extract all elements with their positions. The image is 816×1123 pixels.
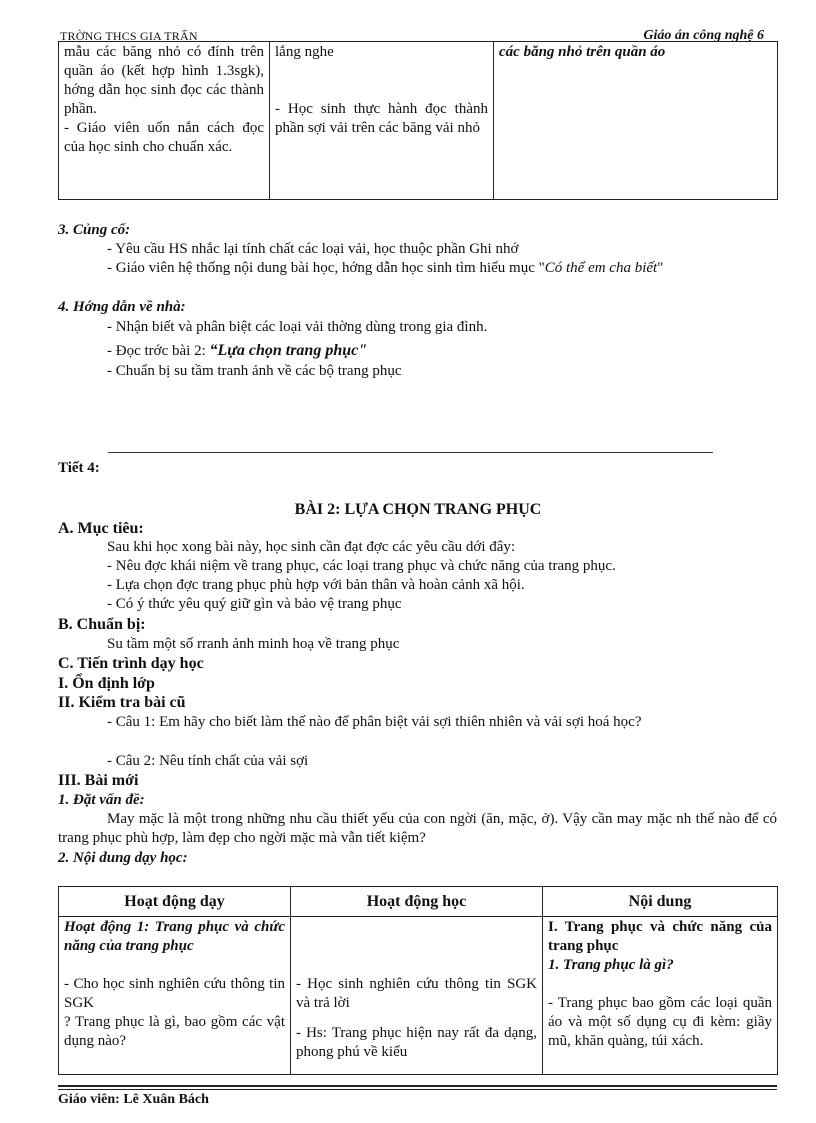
content-cell: các băng nhỏ trên quần áo <box>494 42 778 200</box>
student-activity-text: lắng nghe <box>275 44 334 60</box>
review-heading: 3. Củng cố: <box>58 222 131 238</box>
objectives-heading: A. Mục tiêu: <box>58 520 144 537</box>
lesson-activity-table <box>58 886 778 1075</box>
student-activity-text: - Học sinh thực hành đọc thành phần sợi vải trên các băng vải nhỏ <box>275 101 488 136</box>
procedure-heading: C. Tiến trình dạy học <box>58 655 204 672</box>
header-student-activity: Hoạt động học <box>291 887 543 917</box>
review-old-lesson-heading: II. Kiểm tra bài cũ <box>58 694 186 711</box>
student-activity-text: - Học sinh nghiên cứu thông tin SGK và trả lời <box>296 976 537 1011</box>
student-activity-text: - Hs: Trang phục hiện nay rất đa dạng, phong phú về kiểu <box>296 1025 537 1060</box>
homework-item: - Đọc trớc bài 2: “Lựa chọn trang phục" <box>107 342 368 359</box>
preparation-heading: B. Chuẩn bị: <box>58 616 146 633</box>
preparation-text: Su tầm một số rranh ảnh minh hoạ về trang phục <box>107 636 400 652</box>
school-name: TRỜNG THCS GIA TRẤN <box>60 29 198 43</box>
period-label: Tiết 4: <box>58 460 100 476</box>
content-section-title: I. Trang phục và chức năng của trang phục <box>548 919 772 954</box>
content-subtitle: 1. Trang phục là gì? <box>548 957 674 973</box>
content-text: - Trang phục bao gồm các loại quần áo và một số dụng cụ đi kèm: giầy mũ, khăn quàng, túi xách. <box>548 995 772 1049</box>
review-item: - Giáo viên hệ thống nội dung bài học, hớng dẫn học sinh tìm hiểu mục "Có thể em cha biết" <box>107 260 664 276</box>
problem-text: May mặc là một trong những nhu cầu thiết yếu của con ngời (ăn, mặc, ở). Vậy cần may mặc nh thế nào để có trang phục phù hợp, làm đẹp cho ngời mặc mà vẫn tiết kiệm? <box>58 811 777 846</box>
new-lesson-heading: III. Bài mới <box>58 772 139 789</box>
footer-rule <box>58 1085 777 1087</box>
header-content: Nội dung <box>543 887 778 917</box>
objectives-intro: Sau khi học xong bài này, học sinh cần đạt đợc các yêu cầu dới đây: <box>107 539 516 555</box>
question-1: - Câu 1: Em hãy cho biết làm thế nào để phân biệt vải sợi thiên nhiên và vải sợi hoá học? <box>107 714 642 730</box>
activity-title: Hoạt động 1: Trang phục và chức năng của trang phục <box>64 919 285 954</box>
lesson-title: BÀI 2: LỰA CHỌN TRANG PHỤC <box>294 501 542 518</box>
homework-heading: 4. Hớng dẫn về nhà: <box>58 299 186 315</box>
objective-item: - Nêu đợc khái niệm về trang phục, các loại trang phục và chức năng của trang phục. <box>107 558 616 574</box>
activity-table-continued <box>58 41 778 200</box>
homework-item: - Chuẩn bị su tầm tranh ảnh về các bộ trang phục <box>107 363 402 379</box>
content-heading: 2. Nội dung dạy học: <box>58 850 188 866</box>
student-activity-cell <box>291 917 543 1075</box>
teacher-name: Giáo viên: Lê Xuân Bách <box>58 1092 209 1107</box>
content-cell <box>543 917 778 1075</box>
student-activity-cell <box>270 42 494 200</box>
review-item: - Yêu cầu HS nhắc lại tính chất các loại vải, học thuộc phần Ghi nhớ <box>107 241 519 257</box>
subject-title: Giáo án công nghệ 6 <box>643 28 764 43</box>
teacher-activity-cell <box>59 917 291 1075</box>
teacher-activity-text: - Cho học sinh nghiên cứu thông tin SGK <box>64 976 285 1011</box>
section-divider <box>108 452 713 453</box>
homework-item: - Nhận biết và phân biệt các loại vải thờng dùng trong gia đình. <box>107 319 488 335</box>
question-2: - Câu 2: Nêu tính chất của vải sợi <box>107 753 309 769</box>
objective-item: - Có ý thức yêu quý giữ gìn và bảo vệ trang phục <box>107 596 402 612</box>
teacher-activity-text: - Giáo viên uốn nắn cách đọc của học sinh cho chuẩn xác. <box>64 120 264 155</box>
teacher-activity-text: mẫu các băng nhỏ có đính trên quần áo (kết hợp hình 1.3sgk), hớng dẫn học sinh đọc các thành phần. <box>64 44 264 117</box>
problem-heading: 1. Đặt vấn đề: <box>58 792 145 808</box>
objective-item: - Lựa chọn đợc trang phục phù hợp với bản thân và hoàn cảnh xã hội. <box>107 577 525 593</box>
class-stabilization-heading: I. Ổn định lớp <box>58 675 155 692</box>
teacher-activity-cell <box>59 42 270 200</box>
teacher-activity-text: ? Trang phục là gì, bao gồm các vật dụng nào? <box>64 1014 285 1049</box>
header-teacher-activity: Hoạt động dạy <box>59 887 291 917</box>
